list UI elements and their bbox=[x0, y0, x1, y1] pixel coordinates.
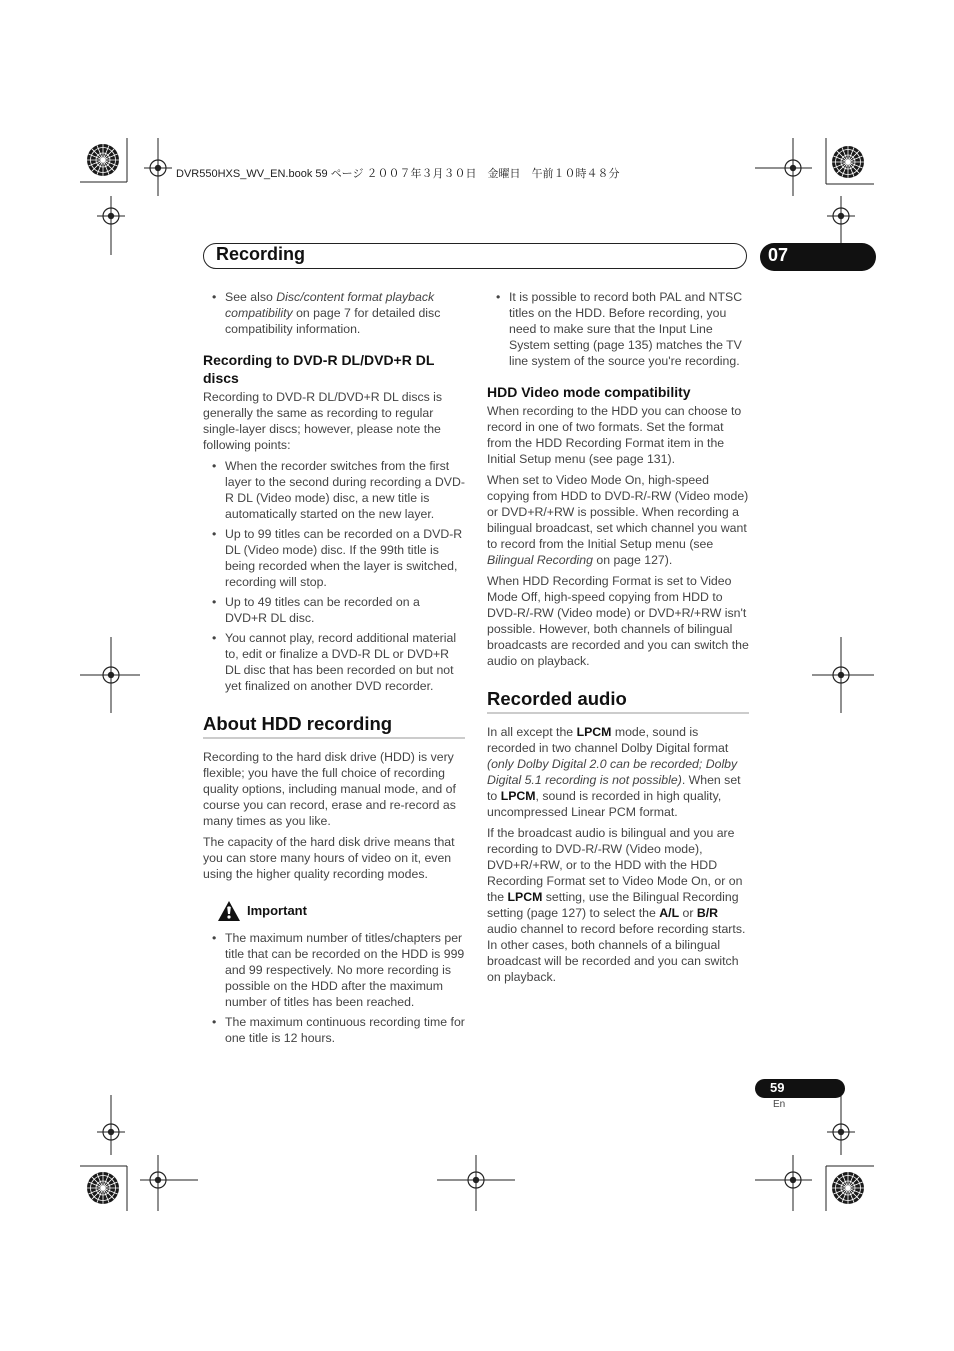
cross-reference: Bilingual Recording bbox=[487, 553, 593, 567]
audio-paragraph: If the broadcast audio is bilingual and you are recording to DVD-R/-RW (Video mode), DVD+R/+RW, or to the HDD with the HDD Recording Format set to Video Mode On, or on the LPCM setting, use the Bilingual Recording setting (page 127) to select the A/L or B/R audio channel to record before recording starts. In other cases, both channels of a bilingual broadcast will be recorded and you can switch on playback. bbox=[487, 826, 746, 984]
important-label: Important bbox=[247, 903, 307, 918]
list-item: • Up to 99 titles can be recorded on a DVD-R DL (Video mode) disc. If the 99th title is being recorded when the layer is switched, recording will stop. bbox=[203, 526, 465, 590]
important-note bbox=[217, 900, 465, 922]
intro-list bbox=[203, 289, 465, 337]
dl-heading: Recording to DVD-R DL/DVD+R DL discs bbox=[203, 352, 435, 386]
audio-paragraph: In all except the LPCM mode, sound is recorded in two channel Dolby Digital format (only Dolby Digital 2.0 can be recorded; Dolby Digital 5.1 recording is not possible). When set to LPCM, sound is recorded in high quality, uncompressed Linear PCM format. bbox=[487, 725, 741, 819]
video-mode-heading: HDD Video mode compatibility bbox=[487, 384, 691, 400]
list-item: • It is possible to record both PAL and NTSC titles on the HDD. Before recording, you need to make sure that the Input Line System setting (page 135) matches the TV line system of the source you're recording. bbox=[487, 289, 749, 369]
cross-reference: Disc/content format playback compatibility bbox=[225, 290, 435, 320]
recorded-audio-heading: Recorded audio bbox=[487, 687, 749, 714]
list-item: • The maximum continuous recording time for one title is 12 hours. bbox=[203, 1014, 465, 1046]
registration-star-icon bbox=[87, 144, 119, 176]
registration-star-icon bbox=[832, 146, 864, 178]
registration-star-icon bbox=[87, 1172, 119, 1204]
right-column bbox=[487, 289, 749, 990]
pal-list bbox=[487, 289, 749, 369]
video-mode-paragraph: When HDD Recording Format is set to Video Mode Off, high-speed copying from HDD to DVD-R/-RW (Video mode) or DVD+R/+RW isn't possible. However, both channels of bilingual broadcasts are recorded and you can switch the audio on playback. bbox=[487, 574, 749, 668]
hdd-paragraph: Recording to the hard disk drive (HDD) is very flexible; you have the full choice of recording quality options, including manual mode, and of course you can record, erase and re-record as many times as you like. bbox=[203, 750, 456, 828]
hdd-heading: About HDD recording bbox=[203, 712, 465, 739]
page-badge bbox=[755, 1079, 845, 1098]
list-item: • See also Disc/content format playback compatibility on page 7 for detailed disc compatibility information. bbox=[203, 289, 465, 337]
list-item: • The maximum number of titles/chapters per title that can be recorded on the HDD is 999 and 99 respectively. No more recording is possible on the HDD after the maximum number of titles has been reached. bbox=[203, 930, 465, 1010]
file-info: DVR550HXS_WV_EN.book 59 ページ ２００７年３月３０日 金曜日 午前１０時４８分 bbox=[176, 168, 620, 180]
left-column bbox=[203, 289, 465, 1051]
warning-icon bbox=[217, 900, 241, 922]
dl-list bbox=[203, 458, 465, 694]
dl-paragraph: Recording to DVD-R DL/DVD+R DL discs is generally the same as recording to regular single-layer discs; however, please note the following points: bbox=[203, 390, 443, 452]
list-item: • When the recorder switches from the first layer to the second during recording a DVD-R DL (Video mode) disc, a new title is automatically started on the new layer. bbox=[203, 458, 465, 522]
list-item: • Up to 49 titles can be recorded on a DVD+R DL disc. bbox=[203, 594, 465, 626]
hdd-paragraph: The capacity of the hard disk drive means that you can store many hours of video on it, even using the higher quality recording modes. bbox=[203, 835, 455, 881]
page-language: En bbox=[773, 1099, 786, 1110]
list-item: • You cannot play, record additional material to, edit or finalize a DVD-R DL or DVD+R DL disc that has been recorded on but not yet finalized on another DVD recorder. bbox=[203, 630, 465, 694]
registration-star-icon bbox=[832, 1172, 864, 1204]
important-list bbox=[203, 930, 465, 1046]
video-mode-paragraph: When set to Video Mode On, high-speed copying from HDD to DVD-R/-RW (Video mode) or DVD+R/+RW is possible. When recording a bilingual broadcast, set which channel you want to record from the Initial Setup menu (see Bilingual Recording on page 127). bbox=[487, 473, 749, 567]
section-title: Recording bbox=[216, 244, 306, 264]
chapter-number: 07 bbox=[768, 245, 789, 265]
video-mode-paragraph: When recording to the HDD you can choose to record in one of two formats. Set the format from the HDD Recording Format item in the Initial Setup menu (see page 131). bbox=[487, 404, 742, 466]
page-number: 59 bbox=[770, 1080, 785, 1095]
